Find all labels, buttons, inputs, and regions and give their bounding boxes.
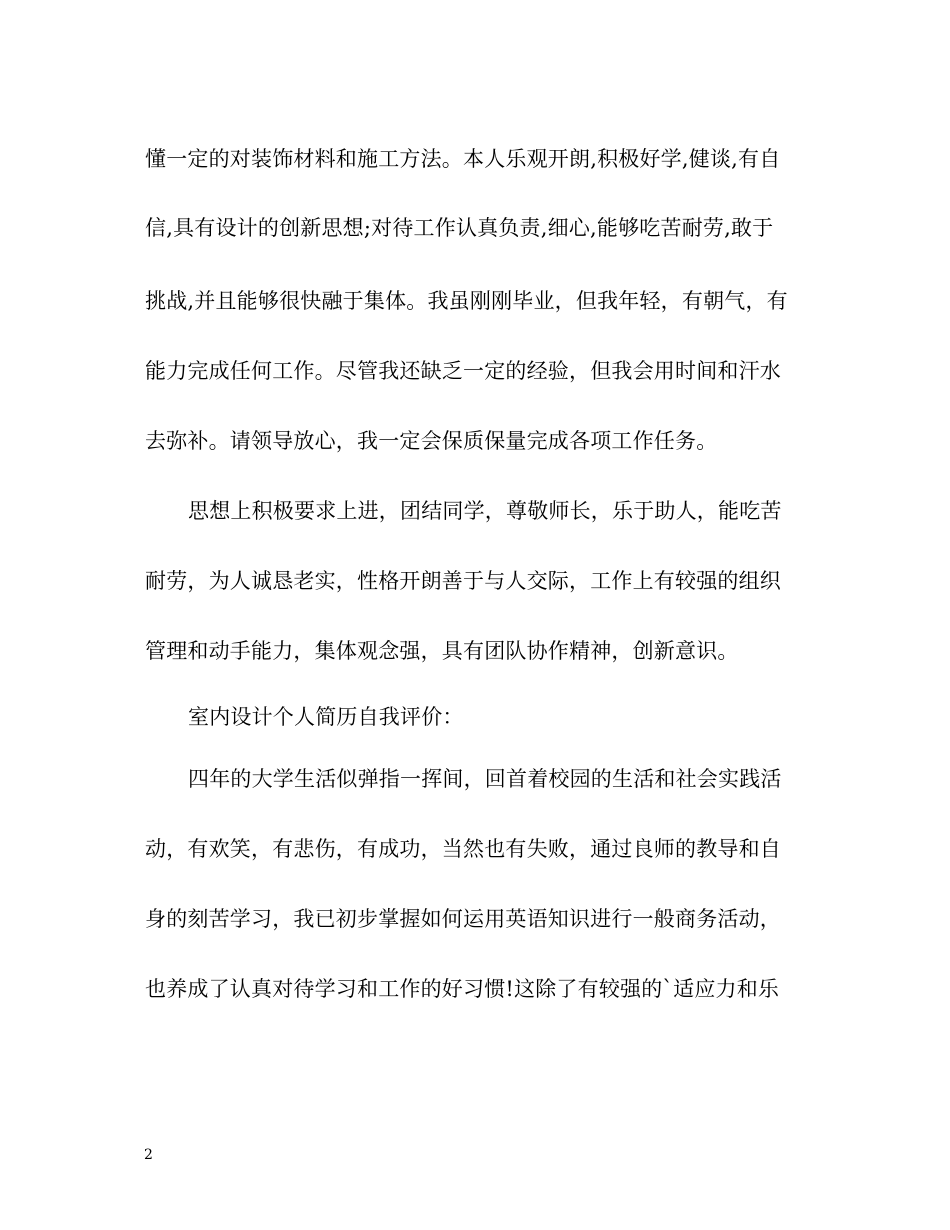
text-line-5: 去弥补。请领导放心，我一定会保质保量完成各项工作任务。 bbox=[145, 429, 718, 453]
text-line-8: 管理和动手能力，集体观念强，具有团队协作精神，创新意识。 bbox=[145, 639, 739, 663]
text-line-7: 耐劳，为人诚恳老实，性格开朗善于与人交际，工作上有较强的组织 bbox=[145, 569, 781, 593]
text-line-4: 能力完成任何工作。尽管我还缺乏一定的经验，但我会用时间和汗水 bbox=[145, 359, 781, 383]
section-heading: 室内设计个人简历自我评价： bbox=[188, 705, 464, 729]
text-line-1: 懂一定的对装饰材料和施工方法。本人乐观开朗,积极好学,健谈,有自 bbox=[145, 147, 781, 171]
text-line-3: 挑战,并且能够很快融于集体。我虽刚刚毕业，但我年轻，有朝气，有 bbox=[145, 289, 788, 313]
text-line-2: 信,具有设计的创新思想;对待工作认真负责,细心,能够吃苦耐劳,敢于 bbox=[145, 216, 774, 240]
text-line-11: 动，有欢笑，有悲伤，有成功，当然也有失败，通过良师的教导和自 bbox=[145, 837, 781, 861]
text-line-10: 四年的大学生活似弹指一挥间，回首着校园的生活和社会实践活 bbox=[188, 767, 782, 791]
text-line-12: 身的刻苦学习，我已初步掌握如何运用英语知识进行一般商务活动， bbox=[145, 907, 781, 931]
text-line-13: 也养成了认真对待学习和工作的好习惯!这除了有较强的`适应力和乐 bbox=[145, 977, 780, 1001]
text-line-6: 思想上积极要求上进，团结同学，尊敬师长，乐于助人，能吃苦 bbox=[188, 499, 782, 523]
page-number: 2 bbox=[144, 1147, 153, 1163]
